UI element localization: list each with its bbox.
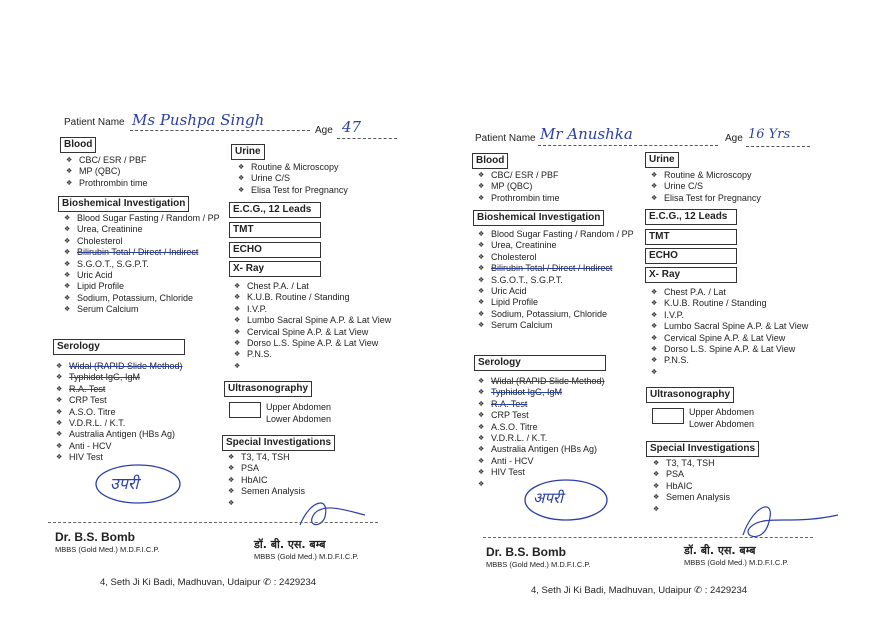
xray-item: ❖ Lumbo Sacral Spine A.P. & Lat View <box>651 321 808 332</box>
biochemical-item: ❖ Urea, Creatinine <box>64 224 220 235</box>
serology-item: ❖ V.D.R.L. / K.T. <box>478 433 605 444</box>
serology-list <box>478 376 605 490</box>
special-item <box>653 504 730 515</box>
clinic-address: 4, Seth Ji Ki Badi, Madhuvan, Udaipur ✆ : 2429234 <box>531 585 748 596</box>
special-item: ❖ PSA <box>228 463 305 474</box>
serology-item: ❖ Typhidot IgG, IgM <box>56 372 183 383</box>
ultrasound-checkbox <box>229 402 261 418</box>
patient-name-value: Mr Anushka <box>540 125 633 143</box>
xray-item: ❖ P.N.S. <box>651 355 808 366</box>
biochemical-item: ❖ Blood Sugar Fasting / Random / PP <box>478 229 634 240</box>
clinic-address: 4, Seth Ji Ki Badi, Madhuvan, Udaipur ✆ : 2429234 <box>100 577 317 588</box>
xray-section-title: X- Ray <box>229 261 321 277</box>
special-item: ❖ PSA <box>653 469 730 480</box>
serology-section-title: Serology <box>474 355 606 371</box>
doctor-name: Dr. B.S. Bomb <box>55 530 136 544</box>
biochemical-item: ❖ Bilirubin Total / Direct / Indirect <box>478 263 634 274</box>
usg-item: Upper Abdomen <box>689 407 755 417</box>
biochemical-item: ❖ Uric Acid <box>64 270 220 281</box>
xray-item: ❖ Dorso L.S. Spine A.P. & Lat View <box>651 344 808 355</box>
doctor-name: Dr. B.S. Bomb <box>486 545 567 559</box>
lab-request-slip-right <box>438 0 868 640</box>
serology-item: ❖ Australia Antigen (HBs Ag) <box>56 429 183 440</box>
doctor-name-hindi: डॉ. बी. एस. बम्ब <box>684 544 756 557</box>
serology-item: ❖ A.S.O. Titre <box>478 422 605 433</box>
echo-section-title: ECHO <box>645 248 737 264</box>
age-value: 16 Yrs <box>748 127 791 142</box>
special-item: ❖ Semen Analysis <box>228 486 305 497</box>
xray-list <box>651 287 808 378</box>
xray-item: ❖ Lumbo Sacral Spine A.P. & Lat View <box>234 315 391 326</box>
biochemical-item: ❖ Lipid Profile <box>64 281 220 292</box>
biochemical-item: ❖ S.G.O.T., S.G.P.T. <box>478 275 634 286</box>
serology-section-title: Serology <box>53 339 185 355</box>
serology-item: ❖ HIV Test <box>478 467 605 478</box>
serology-item: ❖ CRP Test <box>56 395 183 406</box>
special-item: ❖ T3, T4, TSH <box>228 452 305 463</box>
serology-item: ❖ Widal (RAPID Slide Method) <box>478 376 605 387</box>
tmt-section-title: TMT <box>645 229 737 245</box>
ecg-section-title: E.C.G., 12 Leads <box>229 202 321 218</box>
serology-item: ❖ R.A. Test <box>56 384 183 395</box>
patient-name-label: Patient Name <box>64 117 125 128</box>
blood-item: ❖ CBC/ ESR / PBF <box>478 170 560 181</box>
biochemical-item: ❖ S.G.O.T., S.G.P.T. <box>64 259 220 270</box>
doctor-qualifications-hindi: MBBS (Gold Med.) M.D.F.I.C.P. <box>684 558 789 567</box>
usg-item: Lower Abdomen <box>689 419 755 429</box>
xray-item: ❖ I.V.P. <box>651 310 808 321</box>
serology-item: ❖ Widal (RAPID Slide Method) <box>56 361 183 372</box>
doctor-qualifications: MBBS (Gold Med.) M.D.F.I.C.P. <box>55 545 160 554</box>
biochemical-item: ❖ Uric Acid <box>478 286 634 297</box>
circled-note-scribble <box>523 478 613 523</box>
blood-item: ❖ MP (QBC) <box>478 181 560 192</box>
biochemical-item: ❖ Sodium, Potassium, Chloride <box>64 293 220 304</box>
urine-item: ❖ Routine & Microscopy <box>651 170 761 181</box>
xray-item: ❖ I.V.P. <box>234 304 391 315</box>
blood-section-title: Blood <box>472 153 508 169</box>
serology-item: ❖ HIV Test <box>56 452 183 463</box>
serology-item: ❖ CRP Test <box>478 410 605 421</box>
urine-section-title: Urine <box>645 152 679 168</box>
serology-item: ❖ V.D.R.L. / K.T. <box>56 418 183 429</box>
blood-item: ❖ Prothrombin time <box>66 178 148 189</box>
serology-item: ❖ Typhidot IgG, IgM <box>478 387 605 398</box>
urine-section-title: Urine <box>231 144 265 160</box>
serology-item: ❖ Anti - HCV <box>56 441 183 452</box>
urine-item: ❖ Elisa Test for Pregnancy <box>238 185 348 196</box>
lab-request-slip-left <box>0 0 430 640</box>
xray-item: ❖ K.U.B. Routine / Standing <box>651 298 808 309</box>
xray-item: ❖ K.U.B. Routine / Standing <box>234 292 391 303</box>
biochemical-item: ❖ Serum Calcium <box>478 320 634 331</box>
age-label: Age <box>315 125 333 136</box>
xray-item: ❖ P.N.S. <box>234 349 391 360</box>
special-item: ❖ T3, T4, TSH <box>653 458 730 469</box>
xray-section-title: X- Ray <box>645 267 737 283</box>
urine-list <box>238 162 348 196</box>
special-item: ❖ Semen Analysis <box>653 492 730 503</box>
circled-note-scribble <box>95 462 185 507</box>
xray-item: ❖ Dorso L.S. Spine A.P. & Lat View <box>234 338 391 349</box>
handwritten-note: अपरी <box>533 489 564 507</box>
serology-item: ❖ A.S.O. Titre <box>56 407 183 418</box>
age-label: Age <box>725 133 743 144</box>
patient-name-value: Ms Pushpa Singh <box>132 111 265 129</box>
blood-item: ❖ CBC/ ESR / PBF <box>66 155 148 166</box>
biochemical-item: ❖ Sodium, Potassium, Chloride <box>478 309 634 320</box>
xray-list <box>234 281 391 372</box>
age-value: 47 <box>342 118 362 136</box>
xray-item: ❖ Chest P.A. / Lat <box>651 287 808 298</box>
urine-item: ❖ Urine C/S <box>651 181 761 192</box>
biochemical-item: ❖ Bilirubin Total / Direct / Indirect <box>64 247 220 258</box>
blood-item: ❖ MP (QBC) <box>66 166 148 177</box>
handwritten-note: उपरी <box>110 474 139 493</box>
doctor-qualifications-hindi: MBBS (Gold Med.) M.D.F.I.C.P. <box>254 552 359 561</box>
signature-scribble <box>290 495 370 535</box>
special-investigations-list <box>653 458 730 515</box>
serology-list <box>56 361 183 464</box>
biochemical-item: ❖ Urea, Creatinine <box>478 240 634 251</box>
tmt-section-title: TMT <box>229 222 321 238</box>
biochemical-item: ❖ Lipid Profile <box>478 297 634 308</box>
ultrasonography-section-title: Ultrasonography <box>224 381 312 397</box>
biochemical-section-title: Bioshemical Investigation <box>473 210 604 226</box>
serology-item: ❖ Australia Antigen (HBs Ag) <box>478 444 605 455</box>
xray-item <box>234 361 391 372</box>
usg-item: Lower Abdomen <box>266 414 332 424</box>
urine-item: ❖ Elisa Test for Pregnancy <box>651 193 761 204</box>
doctor-name-hindi: डॉ. बी. एस. बम्ब <box>254 538 326 551</box>
usg-item: Upper Abdomen <box>266 402 332 412</box>
xray-item: ❖ Cervical Spine A.P. & Lat View <box>651 333 808 344</box>
xray-item <box>651 367 808 378</box>
urine-item: ❖ Urine C/S <box>238 173 348 184</box>
echo-section-title: ECHO <box>229 242 321 258</box>
xray-item: ❖ Chest P.A. / Lat <box>234 281 391 292</box>
ecg-section-title: E.C.G., 12 Leads <box>645 209 737 225</box>
patient-name-label: Patient Name <box>475 133 536 144</box>
special-item: ❖ HbAIC <box>228 475 305 486</box>
special-item: ❖ HbAIC <box>653 481 730 492</box>
urine-item: ❖ Routine & Microscopy <box>238 162 348 173</box>
urine-list <box>651 170 761 204</box>
biochemical-section-title: Bioshemical Investigation <box>58 196 189 212</box>
biochemical-item: ❖ Cholesterol <box>478 252 634 263</box>
biochemical-item: ❖ Blood Sugar Fasting / Random / PP <box>64 213 220 224</box>
ultrasound-checkbox <box>652 408 684 424</box>
blood-section-title: Blood <box>60 137 96 153</box>
biochemical-item: ❖ Cholesterol <box>64 236 220 247</box>
biochemical-list <box>64 213 220 316</box>
special-investigations-title: Special Investigations <box>222 435 335 451</box>
biochemical-list <box>478 229 634 332</box>
blood-item: ❖ Prothrombin time <box>478 193 560 204</box>
biochemical-item: ❖ Serum Calcium <box>64 304 220 315</box>
special-investigations-title: Special Investigations <box>646 441 759 457</box>
ultrasonography-section-title: Ultrasonography <box>646 387 734 403</box>
serology-item: ❖ Anti - HCV <box>478 456 605 467</box>
blood-list <box>66 155 148 189</box>
blood-list <box>478 170 560 204</box>
doctor-qualifications: MBBS (Gold Med.) M.D.F.I.C.P. <box>486 560 591 569</box>
serology-item: ❖ R.A. Test <box>478 399 605 410</box>
xray-item: ❖ Cervical Spine A.P. & Lat View <box>234 327 391 338</box>
